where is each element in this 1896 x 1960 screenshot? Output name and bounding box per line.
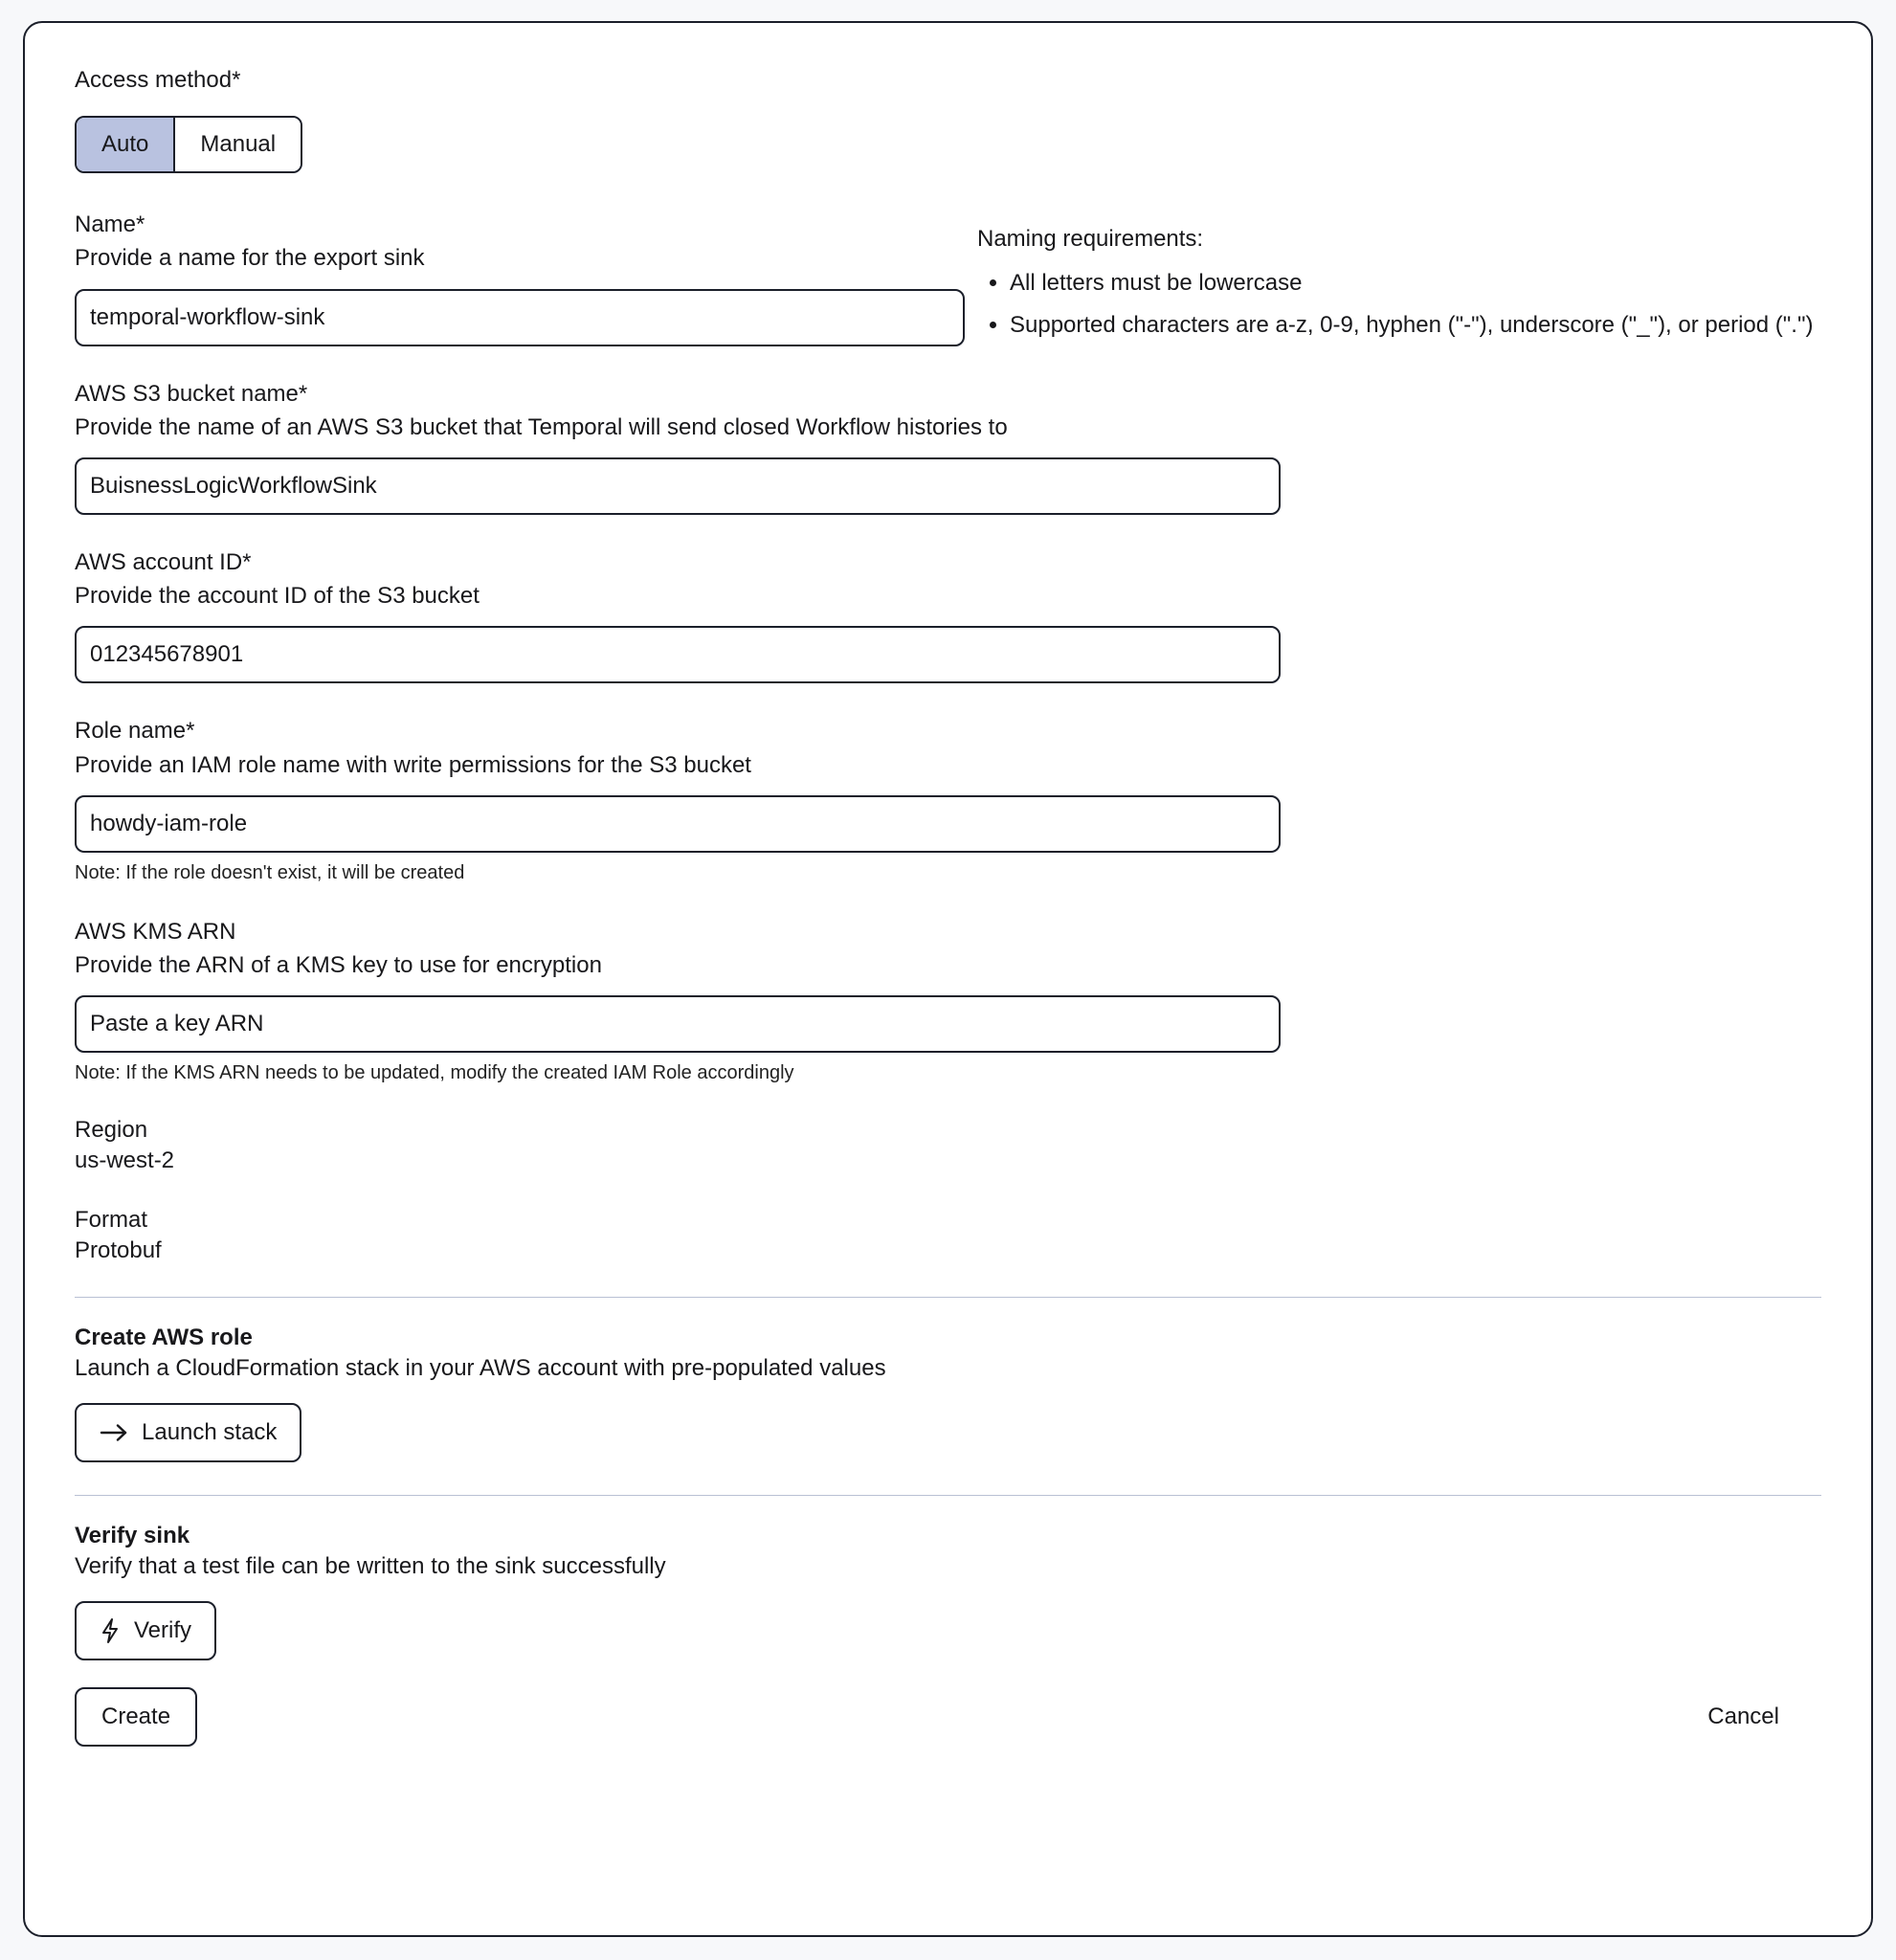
kms-arn-note: Note: If the KMS ARN needs to be updated, modify the created IAM Role accordingly — [75, 1062, 794, 1084]
role-name-field-group — [75, 716, 1821, 883]
verify-sink-title: Verify sink — [75, 1523, 190, 1549]
format-group — [75, 1207, 1821, 1264]
name-input[interactable] — [75, 289, 965, 346]
access-method-label: Access method* — [75, 67, 241, 93]
list-item: • All letters must be lowercase — [1010, 266, 1867, 301]
format-label: Format — [75, 1207, 148, 1234]
create-button[interactable]: Create — [75, 1687, 197, 1747]
naming-requirements-title: Naming requirements: — [977, 226, 1204, 252]
naming-requirements-list — [977, 266, 1867, 343]
verify-button-label: Verify — [134, 1617, 192, 1644]
create-aws-role-title: Create AWS role — [75, 1325, 253, 1351]
create-aws-role-description: Launch a CloudFormation stack in your AWS account with pre-populated values — [75, 1355, 886, 1382]
cancel-button[interactable]: Cancel — [1707, 1704, 1779, 1730]
access-method-group — [75, 65, 1821, 173]
bucket-description: Provide the name of an AWS S3 bucket that Temporal will send closed Workflow histories to — [75, 413, 1008, 440]
divider — [75, 1495, 1821, 1496]
launch-stack-button[interactable] — [75, 1403, 301, 1462]
kms-arn-field-group — [75, 917, 1821, 1084]
name-label: Name* — [75, 212, 145, 238]
lightning-icon — [100, 1617, 121, 1644]
access-method-toggle[interactable] — [75, 116, 302, 173]
name-description: Provide a name for the export sink — [75, 245, 425, 272]
bucket-label: AWS S3 bucket name* — [75, 380, 308, 407]
format-value: Protobuf — [75, 1237, 162, 1264]
verify-sink-description: Verify that a test file can be written to the sink successfully — [75, 1553, 666, 1580]
arrow-right-icon — [100, 1422, 128, 1443]
bucket-input[interactable] — [75, 457, 1281, 515]
role-name-input[interactable] — [75, 795, 1281, 853]
list-item: • Supported characters are a-z, 0-9, hyphen ("-"), underscore ("_"), or period (".") — [1010, 308, 1867, 343]
verify-button[interactable] — [75, 1601, 216, 1660]
role-name-description: Provide an IAM role name with write permissions for the S3 bucket — [75, 751, 751, 778]
verify-sink-section — [75, 1523, 1821, 1660]
access-method-option-auto[interactable]: Auto — [77, 118, 173, 171]
region-value: us-west-2 — [75, 1147, 175, 1174]
role-name-label: Role name* — [75, 718, 195, 745]
account-id-input[interactable] — [75, 626, 1281, 683]
launch-stack-button-label: Launch stack — [142, 1419, 278, 1446]
create-aws-role-section — [75, 1325, 1821, 1462]
divider — [75, 1297, 1821, 1298]
region-label: Region — [75, 1117, 148, 1144]
account-id-label: AWS account ID* — [75, 548, 252, 575]
kms-arn-description: Provide the ARN of a KMS key to use for encryption — [75, 951, 602, 978]
role-name-note: Note: If the role doesn't exist, it will be created — [75, 861, 465, 883]
access-method-option-manual[interactable]: Manual — [173, 118, 301, 171]
account-id-field-group — [75, 547, 1821, 683]
create-sink-form-card — [23, 21, 1873, 1937]
kms-arn-label: AWS KMS ARN — [75, 918, 236, 945]
region-group — [75, 1117, 1821, 1174]
account-id-description: Provide the account ID of the S3 bucket — [75, 583, 480, 610]
naming-requirements — [977, 226, 1867, 350]
kms-arn-input[interactable] — [75, 995, 1281, 1053]
form-footer — [75, 1687, 1821, 1747]
bucket-field-group — [75, 379, 1821, 515]
